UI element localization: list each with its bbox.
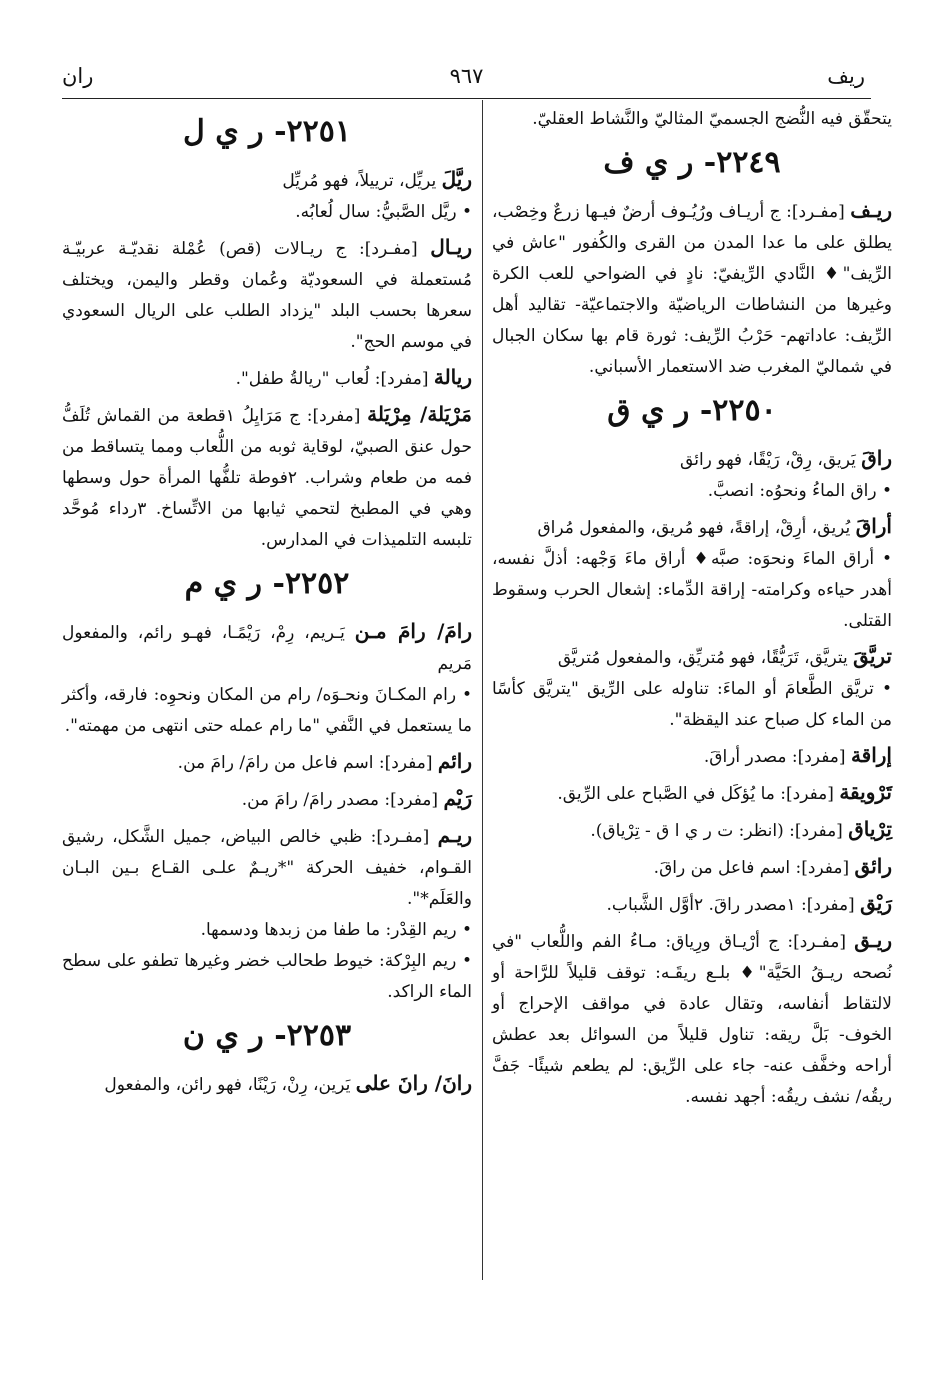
headword: ريالة xyxy=(433,365,472,389)
headword: رانَ/ رانَ على xyxy=(355,1071,472,1095)
headword: ريَّلَ xyxy=(441,167,472,191)
entry-definition: [مفرد]: اسم فاعل من راقَ. xyxy=(653,858,855,878)
dictionary-entry xyxy=(62,616,472,680)
dictionary-entry xyxy=(492,740,892,773)
entry-definition: يَـريم، رِمْ، رَيْمًـا، فهـو رائم، والمفعول مَريم xyxy=(62,623,472,674)
headword: رَيْم xyxy=(443,786,472,810)
page-number: ٩٦٧ xyxy=(449,64,484,88)
headword: ريـف xyxy=(850,198,892,222)
dictionary-entry xyxy=(492,641,892,674)
dictionary-entry xyxy=(492,851,892,884)
root-heading: ٢٢٤٩- ر ي ف xyxy=(603,145,781,180)
dictionary-entry xyxy=(492,511,892,544)
headword: تِرْياق xyxy=(848,817,892,841)
entry-text: • أراق الماءَ ونحوَه: صبَّه♦ أراق ماءَ وَجْهه: أذلَّ نفسه، أهدر حياءه وكرامته- إراقة الدِّماء: إشعال الحرب وسقوط القتلى. xyxy=(492,549,892,631)
header-right-word: ريف xyxy=(827,64,865,88)
entry-text: • ريم البِرْكة: خيوط طحالب خضر وغيرها تطفو على سطح الماء الراكد. xyxy=(62,951,472,1002)
headword: ريـق xyxy=(854,928,892,952)
header-rule xyxy=(62,98,871,99)
dictionary-entry xyxy=(492,195,892,383)
entry-text: • تريَّق الطَّعامَ أو الماءَ: تناوله على الرِّيق "يتريَّق كأسًا من الماء كل صباح عند اليقظة". xyxy=(492,679,892,730)
entry-definition: [مفـرد]: ج أرْيـاق ورِياق: مـاءُ الفم واللُّعاب "في نُصحه ريـقُ الحَيَّة"♦ بلـع ريقَـه: توقف قليلاً للرَّاحة أو لالتقاط أنفاسه، وتقال عادة في مواقف الإحراج أو الخوف- بَلَّ ريقه: تناول قليلاً من السوائل بعد عطش أراحه وخفَّف عنه- جاء على الرِّيق: لم يطعم شيئًا- جَفَّ ريقُه/ نشف ريقُه: أجهد نفسه. xyxy=(492,932,892,1107)
left-column xyxy=(62,104,472,1101)
entry-definition: يَرين، رِنْ، رَيْنًا، فهو رائن، والمفعول xyxy=(104,1075,356,1095)
headword: إراقة xyxy=(850,743,892,767)
root-heading: ٢٢٥١- ر ي ل xyxy=(182,114,351,149)
dictionary-entry xyxy=(492,925,892,1113)
entry-definition: [مفرد]: ١مصدر راقَ. ٢أوَّل الشَّباب. xyxy=(606,895,861,915)
headword: ريـال xyxy=(430,235,472,259)
entry-definition: [مفرد]: مصدر رامَ/ رامَ من. xyxy=(241,790,444,810)
headword: رَيْق xyxy=(860,891,892,915)
headword: تَرْويقة xyxy=(839,780,892,804)
dictionary-entry xyxy=(62,820,472,915)
headword: تريَّقَ xyxy=(853,644,892,668)
entry-text: يتحقّق فيه النُّضج الجسميّ المثاليّ والنَّشاط العقليّ. xyxy=(532,109,892,129)
dictionary-entry xyxy=(62,399,472,556)
entry-definition: [مفرد]: مصدر أراقَ. xyxy=(703,747,851,767)
entry-definition: يتريَّق، تَرَيُّقًا، فهو مُتريِّق، والمفعول مُتريَّق xyxy=(557,648,854,668)
dictionary-entry xyxy=(62,164,472,197)
dictionary-entry xyxy=(62,783,472,816)
root-heading: ٢٢٥٢- ر ي م xyxy=(184,566,350,601)
column-divider xyxy=(482,100,483,1280)
entry-text: • راق الماءُ ونحوُه: انصبَّ. xyxy=(707,481,892,501)
right-column xyxy=(492,104,892,1113)
entry-definition: يُريق، أرِقْ، إراقةً، فهو مُريق، والمفعول مُراق xyxy=(537,518,856,538)
entry-definition: [مفرد]: اسم فاعل من رامَ/ رامَ من. xyxy=(177,753,438,773)
headword: راقَ xyxy=(861,446,892,470)
entry-text: • ريَّل الصَّبيُّ: سال لُعابُه. xyxy=(295,202,472,222)
entry-definition: [مفـرد]: ج أريـاف ورُيُـوف أرضٌ فيـها زرعٌ وخِصْب، يطلق على ما عدا المدن من القرى والكُفور "عاش في الرِّيف"♦ النَّادي الرِّيفيّ: نادٍ في الضواحي للعب الكرة وغيرها من النشاطات الرياضيّة والاجتماعيّة- تقاليد أهل الرِّيف: عاداتهم- حَرْبُ الرِّيف: ثورة قام بها سكان الجبال في شماليّ المغرب ضد الاستعمار الأسباني. xyxy=(492,202,892,377)
dictionary-entry xyxy=(492,777,892,810)
root-heading: ٢٢٥٣- ر ي ن xyxy=(182,1018,352,1053)
entry-definition: [مفرد]: ج مَرَايِلُ ١قطعة من القماش تُلَفُّ حول عنق الصبيّ، لوقاية ثوبه من اللُّعاب ومما يتساقط من فمه من طعام وشراب. ٢فوطة تلفُّها المرأة حول وسطها وهي في المطبخ لتحمي ثيابها من الاتِّساخ. ٣رداء مُوحَّد تلبسه التلميذات في المدارس. xyxy=(62,406,472,550)
entry-text: • رام المكـانَ ونحـوَه/ رام من المكان ونحوِه: فارقه، وأكثر ما يستعمل في النَّفي "ما رام عمله حتى انتهى من مهمته". xyxy=(62,685,472,736)
header-left-word: ران xyxy=(62,64,94,88)
headword: رائق xyxy=(854,854,892,878)
headword: رامَ/ رامَ مـن xyxy=(354,619,472,643)
dictionary-entry xyxy=(62,1068,472,1101)
entry-definition: [مفـرد]: ج ريـالات (قص) عُمْلة نقديّـة عربيّـة مُستعملة في السعوديّة وعُمان وقطر واليمن، ويختلف سعرها بحسب البلد "يزداد الطلب على الريال السعودي في موسم الحج". xyxy=(62,239,472,352)
headword: رائم xyxy=(437,749,472,773)
headword: مَرْيَلة/ مِرْيَلة xyxy=(367,402,472,426)
root-heading: ٢٢٥٠- ر ي ق xyxy=(607,393,777,428)
dictionary-entry xyxy=(492,443,892,476)
entry-definition: يَريق، رِقْ، رَيْقًا، فهو رائق xyxy=(680,450,862,470)
dictionary-entry xyxy=(492,888,892,921)
headword: أراقَ xyxy=(855,514,892,538)
dictionary-entry xyxy=(62,362,472,395)
entry-definition: [مفرد]: لُعاب "ريالةُ طفل". xyxy=(235,369,434,389)
dictionary-entry xyxy=(62,232,472,358)
entry-definition: [مفـرد]: ظبي خالص البياض، جميل الشَّكل، رشيق القـوام، خفيف الحركة "*ريـمٌ علـى القـاع بـين البـان والعَلَم*". xyxy=(62,827,472,909)
dictionary-entry xyxy=(62,746,472,779)
entry-definition: [مفرد]: (انظر: ت ر ي ا ق - تِرْياق). xyxy=(590,821,849,841)
entry-definition: [مفرد]: ما يُؤكَل في الصَّباح على الرِّيق. xyxy=(557,784,840,804)
dictionary-entry xyxy=(492,814,892,847)
headword: ريـم xyxy=(437,823,472,847)
entry-text: • ريم القِدْر: ما طفا من زبدها ودسمها. xyxy=(200,920,472,940)
entry-definition: يريِّل، ترييلاً، فهو مُريِّل xyxy=(282,171,442,191)
